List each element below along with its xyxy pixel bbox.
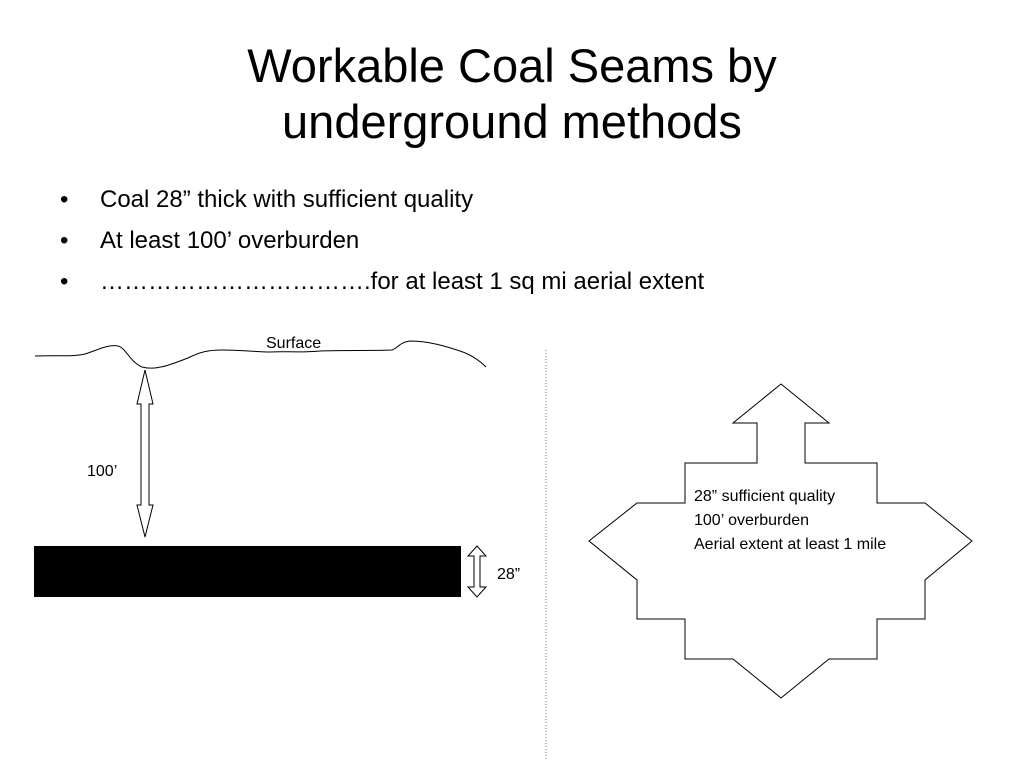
- seam-thickness-double-arrow: [468, 546, 486, 597]
- plan-text-line: 100’ overburden: [694, 512, 810, 529]
- plan-text-line: Aerial extent at least 1 mile: [694, 536, 887, 553]
- seam-thickness-label: 28”: [497, 566, 521, 583]
- slide-title-line-2: underground methods: [282, 95, 742, 148]
- plan-view: [589, 384, 972, 698]
- bullet-text: …………………………….for at least 1 sq mi aerial extent: [100, 268, 705, 295]
- bullet-text: At least 100’ overburden: [100, 227, 360, 254]
- overburden-label: 100’: [87, 463, 118, 480]
- cross-section: [34, 335, 520, 597]
- plan-text-line: 28” sufficient quality: [694, 488, 836, 505]
- coal-seam: [34, 546, 461, 597]
- slide-title-line-1: Workable Coal Seams by: [247, 39, 777, 92]
- overburden-double-arrow: [137, 370, 153, 537]
- bullet-dot: •: [60, 227, 69, 254]
- ground-surface-line: [35, 341, 486, 368]
- surface-label: Surface: [266, 335, 322, 352]
- bullet-dot: •: [60, 186, 69, 213]
- bullet-dot: •: [60, 268, 69, 295]
- bullet-text: Coal 28” thick with sufficient quality: [100, 186, 474, 213]
